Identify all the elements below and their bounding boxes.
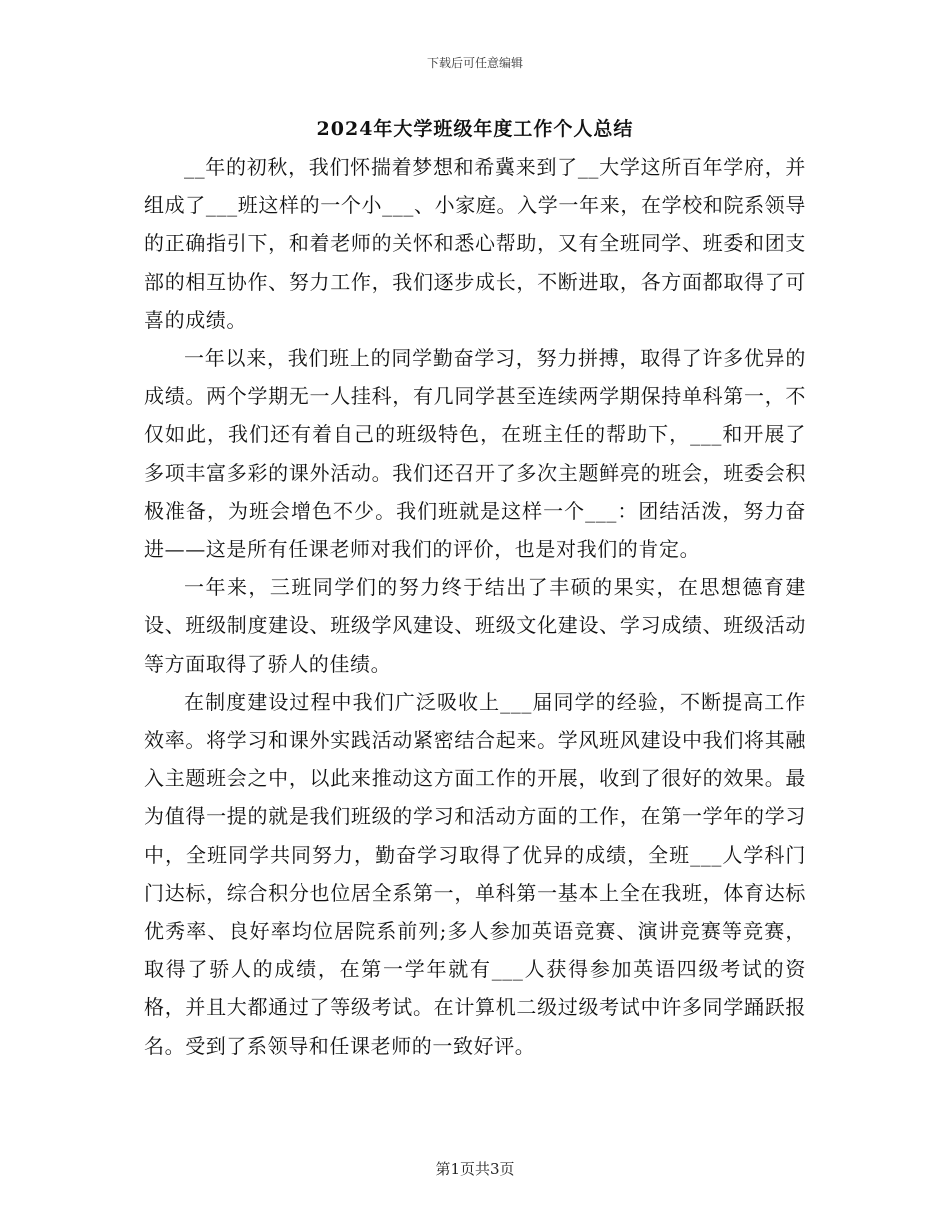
page-footer: 第1页共3页	[435, 1160, 515, 1178]
document-body	[144, 148, 806, 1065]
paragraph: 一年以来，我们班上的同学勤奋学习，努力拼搏，取得了许多优异的成绩。两个学期无一人挂科，有几同学甚至连续两学期保持单科第一，不仅如此，我们还有着自己的班级特色，在班主任的帮助下，___和开展了多项丰富多彩的课外活动。我们还召开了多次主题鲜亮的班会，班委会积极准备，为班会增色不少。我们班就是这样一个___：团结活泼，努力奋进——这是所有任课老师对我们的评价，也是对我们的肯定。	[144, 346, 806, 562]
header-note: 下载后可任意编辑	[426, 56, 523, 70]
document-title: 2024年大学班级年度工作个人总结	[316, 118, 634, 140]
paragraph: __年的初秋，我们怀揣着梦想和希冀来到了__大学这所百年学府，并组成了___班这样的一个小___、小家庭。入学一年来，在学校和院系领导的正确指引下，和着老师的关怀和悉心帮助，又有全班同学、班委和团支部的相互协作、努力工作，我们逐步成长，不断进取，各方面都取得了可喜的成绩。	[144, 155, 806, 332]
paragraph: 一年来，三班同学们的努力终于结出了丰硕的果实，在思想德育建设、班级制度建设、班级学风建设、班级文化建设、学习成绩、班级活动等方面取得了骄人的佳绩。	[144, 575, 806, 676]
paragraph: 在制度建设过程中我们广泛吸收上___届同学的经验，不断提高工作效率。将学习和课外实践活动紧密结合起来。学风班风建设中我们将其融入主题班会之中，以此来推动这方面工作的开展，收到了很好的效果。最为值得一提的就是我们班级的学习和活动方面的工作，在第一学年的学习中，全班同学共同努力，勤奋学习取得了优异的成绩，全班___人学科门门达标，综合积分也位居全系第一，单科第一基本上全在我班，体育达标优秀率、良好率均位居院系前列;多人参加英语竞赛、演讲竞赛等竞赛，取得了骄人的成绩，在第一学年就有___人获得参加英语四级考试的资格，并且大都通过了等级考试。在计算机二级过级考试中许多同学踊跃报名。受到了系领导和任课老师的一致好评。	[144, 689, 806, 1058]
